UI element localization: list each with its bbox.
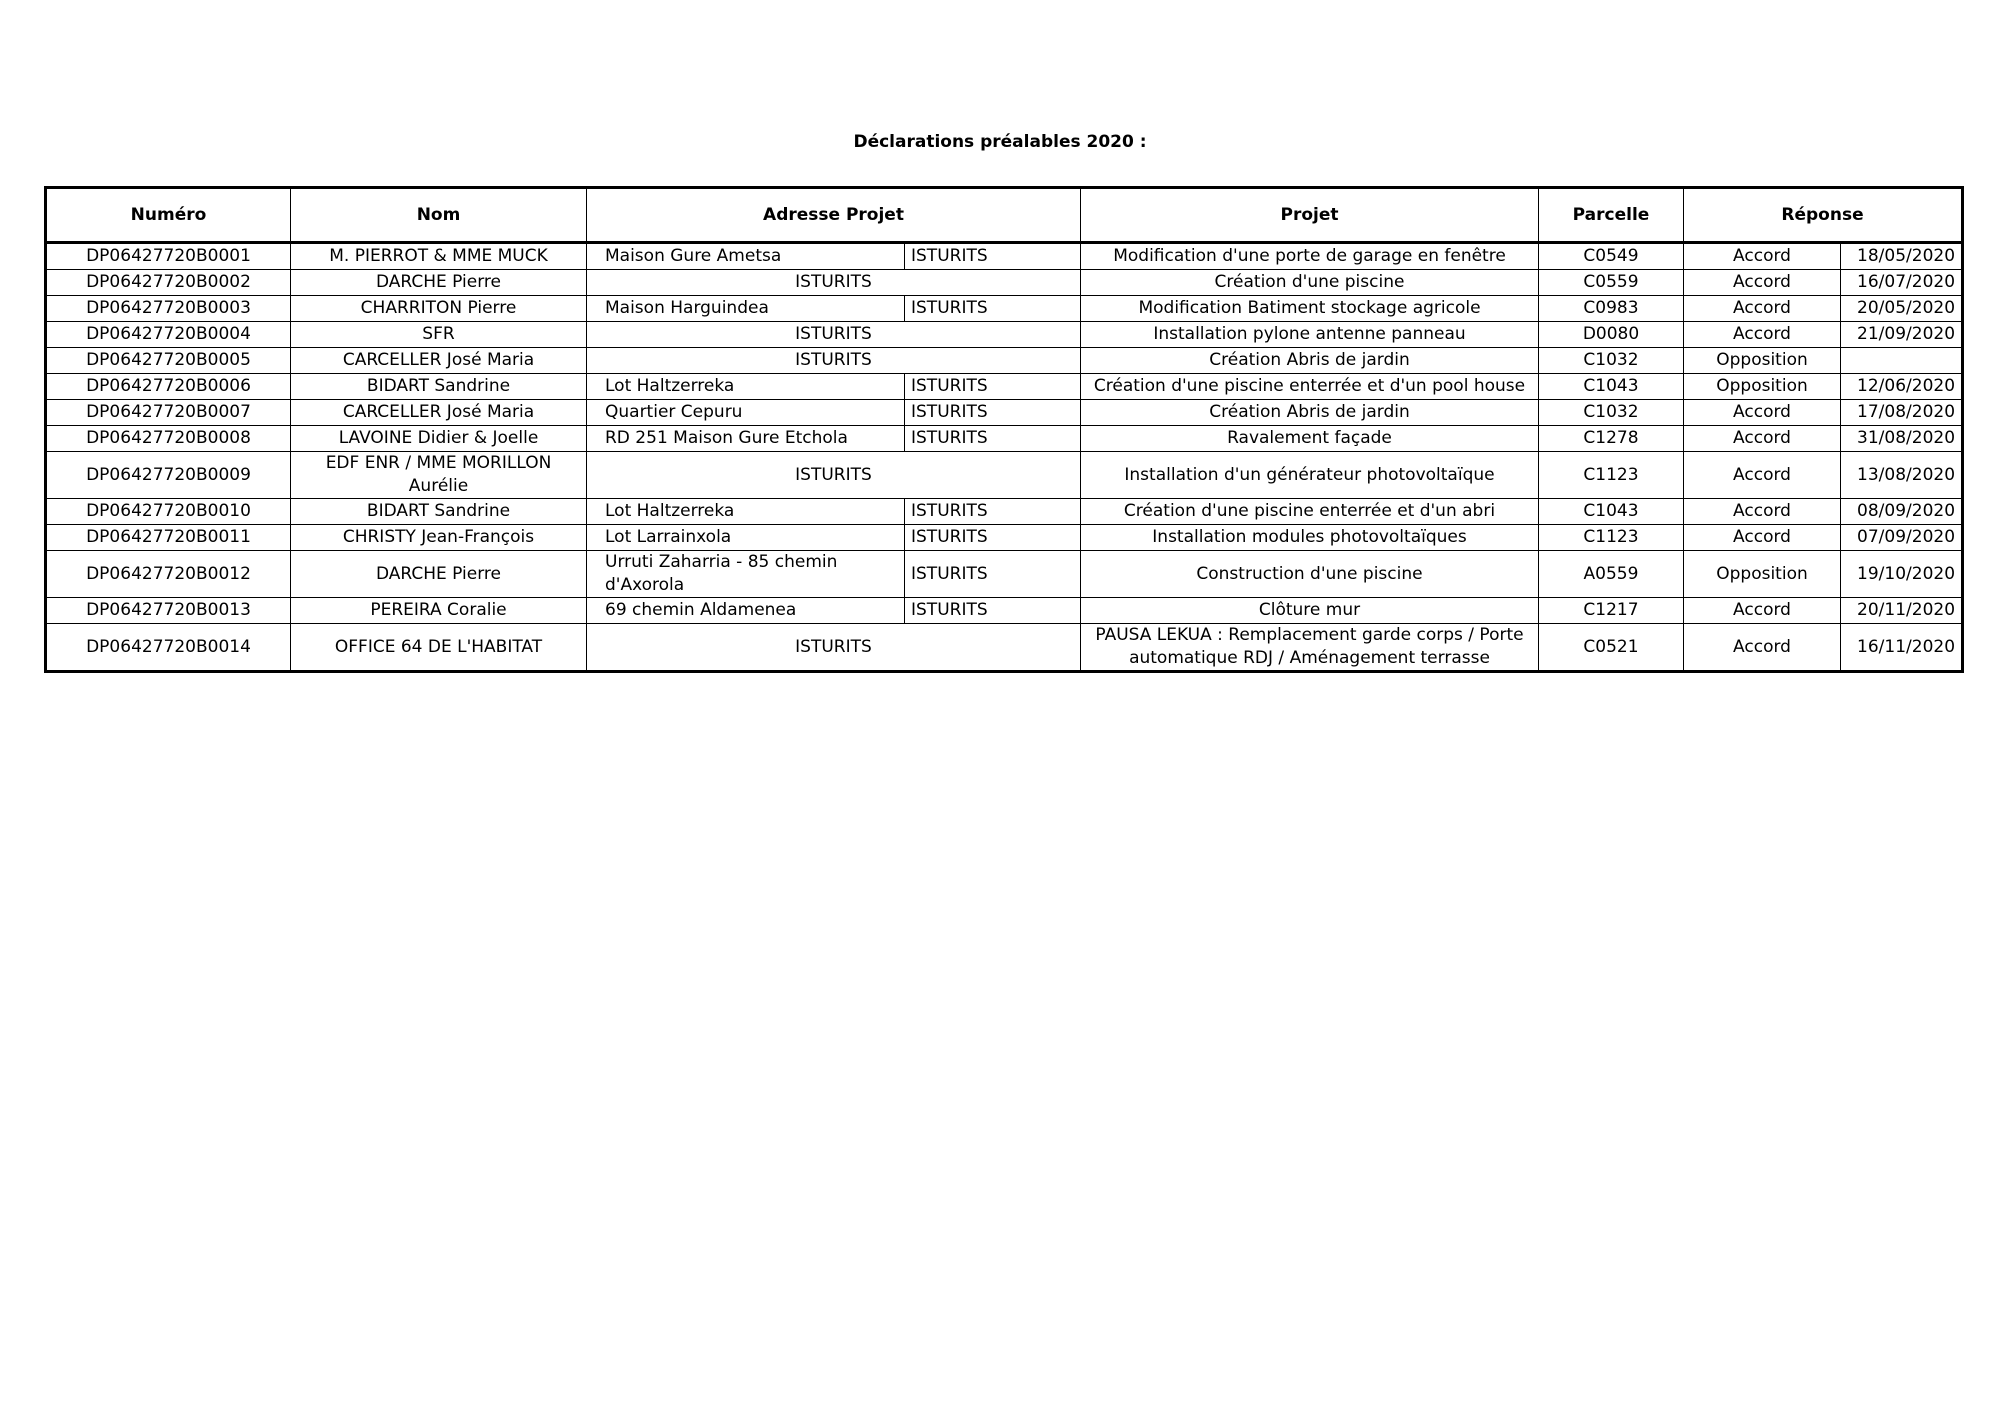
table-body [46,243,1963,672]
cell-parcelle: C1217 [1539,598,1684,624]
cell-projet: Clôture mur [1081,598,1539,624]
page-title: Déclarations préalables 2020 : [853,132,1147,152]
declarations-table [44,186,1964,673]
table-row [46,243,1963,270]
cell-parcelle: C1043 [1539,374,1684,400]
cell-commune: ISTURITS [905,400,1081,426]
cell-parcelle: C1123 [1539,452,1684,499]
table-row [46,525,1963,551]
table-row [46,452,1963,499]
cell-nom: OFFICE 64 DE L'HABITAT [291,624,587,672]
cell-numero: DP06427720B0012 [46,551,291,598]
table-row [46,624,1963,672]
cell-decision: Accord [1684,400,1841,426]
cell-nom: DARCHE Pierre [291,551,587,598]
table-row [46,400,1963,426]
cell-numero: DP06427720B0008 [46,426,291,452]
cell-projet: Installation modules photovoltaïques [1081,525,1539,551]
cell-commune: ISTURITS [905,525,1081,551]
cell-projet: Installation pylone antenne panneau [1081,322,1539,348]
table-header-row [46,188,1963,243]
cell-adresse-rue: 69 chemin Aldamenea [587,598,905,624]
cell-numero: DP06427720B0009 [46,452,291,499]
cell-date: 08/09/2020 [1841,499,1963,525]
cell-nom: CHRISTY Jean-François [291,525,587,551]
cell-projet: Création d'une piscine enterrée et d'un abri [1081,499,1539,525]
cell-date: 16/07/2020 [1841,270,1963,296]
cell-nom: DARCHE Pierre [291,270,587,296]
cell-commune: ISTURITS [905,426,1081,452]
cell-adresse-rue: Maison Harguindea [587,296,905,322]
cell-projet: Ravalement façade [1081,426,1539,452]
cell-commune: ISTURITS [905,296,1081,322]
table-row [46,499,1963,525]
cell-parcelle: C0549 [1539,243,1684,270]
cell-date: 21/09/2020 [1841,322,1963,348]
cell-date: 16/11/2020 [1841,624,1963,672]
cell-parcelle: C1123 [1539,525,1684,551]
cell-adresse-rue: Lot Haltzerreka [587,499,905,525]
table-row [46,322,1963,348]
cell-commune: ISTURITS [905,374,1081,400]
cell-projet: Modification Batiment stockage agricole [1081,296,1539,322]
table-row [46,374,1963,400]
cell-parcelle: C1043 [1539,499,1684,525]
cell-commune: ISTURITS [905,551,1081,598]
cell-decision: Opposition [1684,551,1841,598]
cell-nom: LAVOINE Didier & Joelle [291,426,587,452]
table-row [46,598,1963,624]
cell-commune: ISTURITS [905,499,1081,525]
cell-commune: ISTURITS [587,270,1081,296]
cell-parcelle: C1278 [1539,426,1684,452]
cell-parcelle: C0983 [1539,296,1684,322]
header-nom: Nom [291,188,587,243]
cell-adresse-rue: Lot Haltzerreka [587,374,905,400]
cell-nom: SFR [291,322,587,348]
cell-numero: DP06427720B0006 [46,374,291,400]
cell-projet: Modification d'une porte de garage en fenêtre [1081,243,1539,270]
cell-adresse-rue: Lot Larrainxola [587,525,905,551]
cell-parcelle: C1032 [1539,400,1684,426]
cell-date: 19/10/2020 [1841,551,1963,598]
cell-parcelle: A0559 [1539,551,1684,598]
cell-nom: EDF ENR / MME MORILLON Aurélie [291,452,587,499]
cell-date: 20/05/2020 [1841,296,1963,322]
cell-date: 31/08/2020 [1841,426,1963,452]
cell-commune: ISTURITS [587,452,1081,499]
cell-numero: DP06427720B0003 [46,296,291,322]
header-projet: Projet [1081,188,1539,243]
cell-projet: Construction d'une piscine [1081,551,1539,598]
cell-numero: DP06427720B0002 [46,270,291,296]
cell-numero: DP06427720B0011 [46,525,291,551]
cell-numero: DP06427720B0004 [46,322,291,348]
cell-parcelle: C0521 [1539,624,1684,672]
cell-projet: Création d'une piscine [1081,270,1539,296]
cell-projet: PAUSA LEKUA : Remplacement garde corps / Porte automatique RDJ / Aménagement terrasse [1081,624,1539,672]
cell-adresse-rue: RD 251 Maison Gure Etchola [587,426,905,452]
cell-commune: ISTURITS [587,322,1081,348]
cell-projet: Création Abris de jardin [1081,348,1539,374]
cell-parcelle: D0080 [1539,322,1684,348]
cell-commune: ISTURITS [587,348,1081,374]
cell-decision: Accord [1684,243,1841,270]
cell-commune: ISTURITS [905,243,1081,270]
cell-parcelle: C1032 [1539,348,1684,374]
cell-projet: Installation d'un générateur photovoltaïque [1081,452,1539,499]
cell-nom: M. PIERROT & MME MUCK [291,243,587,270]
cell-decision: Accord [1684,525,1841,551]
cell-date: 13/08/2020 [1841,452,1963,499]
table-row [46,348,1963,374]
cell-decision: Accord [1684,452,1841,499]
cell-numero: DP06427720B0014 [46,624,291,672]
cell-date: 20/11/2020 [1841,598,1963,624]
header-numero: Numéro [46,188,291,243]
cell-date: 07/09/2020 [1841,525,1963,551]
cell-numero: DP06427720B0013 [46,598,291,624]
header-reponse: Réponse [1684,188,1963,243]
cell-decision: Opposition [1684,374,1841,400]
cell-adresse-rue: Maison Gure Ametsa [587,243,905,270]
cell-numero: DP06427720B0010 [46,499,291,525]
cell-decision: Accord [1684,499,1841,525]
cell-decision: Accord [1684,322,1841,348]
cell-date [1841,348,1963,374]
cell-nom: BIDART Sandrine [291,374,587,400]
cell-nom: CARCELLER José Maria [291,400,587,426]
cell-date: 12/06/2020 [1841,374,1963,400]
cell-decision: Accord [1684,598,1841,624]
table-row [46,270,1963,296]
cell-decision: Accord [1684,296,1841,322]
cell-adresse-rue: Urruti Zaharria - 85 chemin d'Axorola [587,551,905,598]
cell-numero: DP06427720B0001 [46,243,291,270]
table-row [46,426,1963,452]
cell-nom: CARCELLER José Maria [291,348,587,374]
cell-nom: CHARRITON Pierre [291,296,587,322]
cell-commune: ISTURITS [587,624,1081,672]
cell-numero: DP06427720B0007 [46,400,291,426]
cell-adresse-rue: Quartier Cepuru [587,400,905,426]
cell-decision: Opposition [1684,348,1841,374]
cell-commune: ISTURITS [905,598,1081,624]
cell-date: 17/08/2020 [1841,400,1963,426]
cell-nom: PEREIRA Coralie [291,598,587,624]
table-row [46,551,1963,598]
header-adresse: Adresse Projet [587,188,1081,243]
cell-nom: BIDART Sandrine [291,499,587,525]
header-parcelle: Parcelle [1539,188,1684,243]
cell-projet: Création Abris de jardin [1081,400,1539,426]
cell-numero: DP06427720B0005 [46,348,291,374]
table-row [46,296,1963,322]
cell-projet: Création d'une piscine enterrée et d'un pool house [1081,374,1539,400]
cell-decision: Accord [1684,426,1841,452]
cell-parcelle: C0559 [1539,270,1684,296]
cell-decision: Accord [1684,624,1841,672]
cell-decision: Accord [1684,270,1841,296]
cell-date: 18/05/2020 [1841,243,1963,270]
